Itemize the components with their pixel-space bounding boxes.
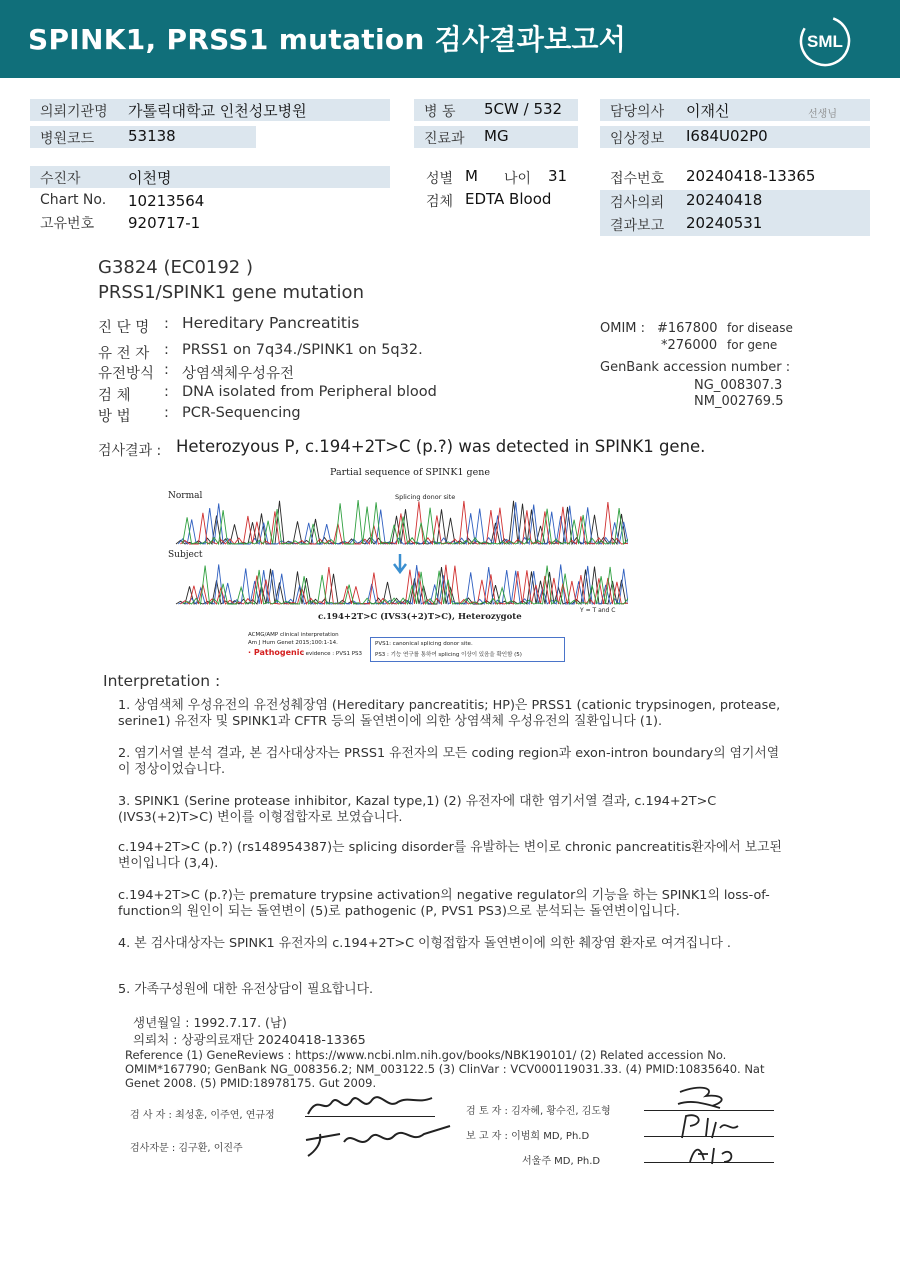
- id-no-value: 920717-1: [128, 214, 201, 232]
- acmg-evidence: : evidence : PVS1 PS3: [302, 651, 363, 657]
- patient-value: 이천명: [128, 169, 172, 187]
- sex-value: M: [465, 167, 478, 185]
- report-title: SPINK1, PRSS1 mutation 검사결과보고서: [28, 23, 627, 56]
- chart-no-label: Chart No.: [40, 192, 107, 208]
- age-label: 나이: [504, 171, 532, 187]
- clinical-info-value: I684U02P0: [686, 127, 768, 145]
- test-code: G3824 (EC0192 ): [98, 257, 253, 278]
- clinical-info-label: 임상정보: [610, 131, 665, 147]
- figure-title: Partial sequence of SPINK1 gene: [330, 467, 490, 478]
- figure-caption: c.194+2T>C (IVS3(+2)T>C), Heterozygote: [318, 612, 522, 622]
- report-date-value: 20240531: [686, 214, 763, 232]
- reference: Reference (1) GeneReviews : https://www.ncbi.nlm.nih.gov/books/NBK190101/ (2) Related accession No. OMIM*167790; GenBank NG_008356.2; NM_003122.5 (3) ClinVar : VCV000119031.33. (4) PMID:10835640. Nat Genet 2008. (5) PMID:18978175. Gut 2009.: [125, 1048, 765, 1090]
- specimen-value: EDTA Blood: [465, 190, 552, 208]
- department-label: 진료과: [424, 131, 465, 147]
- omim-gene: *276000: [661, 338, 718, 353]
- omim-disease: #167800: [657, 321, 718, 336]
- sml-logo: [798, 14, 852, 68]
- age-value: 31: [548, 167, 568, 185]
- ward-label: 병 동: [424, 104, 456, 120]
- splice-label: Splicing donor site: [395, 493, 456, 501]
- result-text: Heterozyous P, c.194+2T>C (p.?) was detected in SPINK1 gene.: [176, 437, 706, 456]
- pvs1-text: PVS1: canonical splicing donor site.: [375, 641, 473, 647]
- receipt-no-label: 접수번호: [610, 171, 665, 187]
- interpretation-title: Interpretation :: [103, 672, 221, 690]
- tester-signature: [300, 1090, 440, 1120]
- report-header: [0, 0, 900, 78]
- report-date-label: 결과보고: [610, 218, 665, 234]
- patient-label: 수진자: [40, 171, 81, 187]
- genbank-1: NG_008307.3: [694, 378, 783, 393]
- colon-5: :: [164, 405, 169, 421]
- acmg-pathogenic: · Pathogenic: [248, 648, 305, 657]
- interpretation-paragraph-4: c.194+2T>C (p.?) (rs148954387)는 splicing disorder를 유발하는 변이로 chronic pancreatitis환자에서 보고된 변이입니다 (3,4).: [118, 840, 782, 871]
- specimen-type-label: 검 체: [98, 388, 131, 404]
- advisor-line: 검사자문 : 김구환, 이진주: [130, 1143, 243, 1154]
- institution-label: 의뢰기관명: [40, 104, 108, 120]
- doctor-suffix: 선생님: [808, 109, 837, 120]
- ps3-text: PS3 : 기능 연구를 통하여 splicing 이상이 있음을 확인함 (5): [375, 652, 522, 658]
- gene-value: PRSS1 on 7q34./SPINK1 on 5q32.: [182, 342, 423, 358]
- inheritance-value: 상염색체우성유전: [182, 366, 295, 382]
- interpretation-paragraph-1: 1. 상염색체 우성유전의 유전성췌장염 (Hereditary pancreatitis; HP)은 PRSS1 (cationic trypsinogen, protease, serine1) 유전자 및 SPINK1과 CFTR 등의 돌연변이에 의한 상염색체 우성유전의 질환입니다 (1).: [118, 698, 781, 729]
- sex-label: 성별: [426, 171, 454, 187]
- test-name: PRSS1/SPINK1 gene mutation: [98, 282, 364, 303]
- tester-line: 검 사 자 : 최성훈, 이주연, 연규정: [130, 1110, 275, 1121]
- interpretation-paragraph-2: 2. 염기서열 분석 결과, 본 검사대상자는 PRSS1 유전자의 모든 coding region과 exon-intron boundary의 염기서열이 정상이었습니다.: [118, 746, 780, 777]
- genbank-label: GenBank accession number :: [600, 360, 791, 375]
- logo-text: SML: [807, 32, 843, 51]
- colon-4: :: [164, 384, 169, 400]
- reviewer-line: 검 토 자 : 김자혜, 황수진, 김도형: [466, 1106, 611, 1117]
- doctor-value: 이재신: [686, 102, 730, 120]
- hospital-code-value: 53138: [128, 127, 176, 145]
- omim-label: OMIM :: [600, 321, 646, 336]
- genbank-2: NM_002769.5: [694, 394, 784, 409]
- receipt-no-value: 20240418-13365: [686, 167, 816, 185]
- reporter2-line: 서울주 MD, Ph.D: [522, 1156, 601, 1167]
- specimen-type-value: DNA isolated from Peripheral blood: [182, 384, 437, 400]
- hospital-code-label: 병원코드: [40, 131, 95, 147]
- interpretation-paragraph-6: 4. 본 검사대상자는 SPINK1 유전자의 c.194+2T>C 이형접합자 돌연변이에 의한 췌장염 환자로 여겨집니다 .: [118, 936, 731, 951]
- reporter-signature: [660, 1110, 760, 1140]
- yt-note: Y = T and C: [580, 607, 616, 614]
- colon-2: :: [164, 342, 169, 358]
- acmg-line-1: ACMG/AMP clinical interpretation: [248, 632, 339, 638]
- reporter-line: 보 고 자 : 이범희 MD, Ph.D: [466, 1131, 590, 1142]
- institution-value: 가톨릭대학교 인천성모병원: [128, 102, 307, 120]
- gene-label: 유 전 자: [98, 346, 150, 362]
- normal-trace-0: [176, 501, 626, 544]
- omim-disease-note: for disease: [727, 321, 793, 335]
- acmg-line-2: Am J Hum Genet 2015;100:1-14.: [248, 640, 338, 646]
- interpretation-paragraph-5: c.194+2T>C (p.?)는 premature trypsine activation의 negative regulator의 기능을 하는 SPINK1의 loss-of-function의 원인이 되는 돌연변이 (5)로 pathogenic (P, PVS1 PS3)으로 분석되는 돌연변이입니다.: [118, 888, 770, 919]
- normal-label: Normal: [168, 491, 203, 501]
- subject-label: Subject: [168, 550, 203, 560]
- referrer: 의뢰처 : 상광의료재단 20240418-13365: [133, 1032, 366, 1047]
- doctor-label: 담당의사: [610, 104, 665, 120]
- interpretation-paragraph-7: 5. 가족구성원에 대한 유전상담이 필요합니다.: [118, 982, 374, 997]
- method-label: 방 법: [98, 409, 131, 425]
- omim-gene-note: for gene: [727, 338, 778, 352]
- request-date-label: 검사의뢰: [610, 195, 665, 211]
- variant-arrow-icon: [394, 554, 406, 572]
- patient-bar: [30, 166, 390, 188]
- reporter2-signature: [660, 1140, 760, 1168]
- interpretation-paragraph-3: 3. SPINK1 (Serine protease inhibitor, Kazal type,1) (2) 유전자에 대한 염기서열 결과, c.194+2T>C (IVS3(+2)T>C) 변이를 이형접합자로 보였습니다.: [118, 794, 717, 825]
- request-date-value: 20240418: [686, 191, 763, 209]
- id-no-label: 고유번호: [40, 216, 95, 232]
- inheritance-label: 유전방식: [98, 366, 155, 382]
- method-value: PCR-Sequencing: [182, 405, 301, 421]
- ward-value: 5CW / 532: [484, 100, 563, 118]
- reviewer-signature: [660, 1082, 760, 1112]
- department-value: MG: [484, 127, 509, 145]
- chart-no-value: 10213564: [128, 192, 205, 210]
- diagnosis-label: 진 단 명: [98, 320, 150, 336]
- result-label: 검사결과 :: [98, 443, 162, 459]
- chromatogram-graph: [168, 482, 628, 612]
- birth-date: 생년월일 : 1992.7.17. (남): [133, 1015, 287, 1030]
- specimen-label: 검체: [426, 194, 454, 210]
- colon-1: :: [164, 316, 169, 332]
- colon-3: :: [164, 362, 169, 378]
- diagnosis-value: Hereditary Pancreatitis: [182, 314, 360, 332]
- advisor-signature: [300, 1120, 460, 1160]
